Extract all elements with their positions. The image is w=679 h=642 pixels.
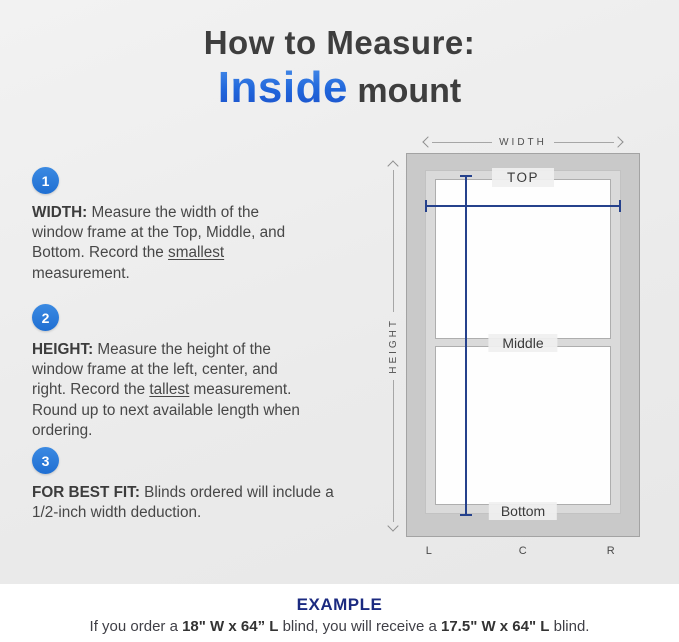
example-seg3: blind.	[549, 618, 590, 635]
step-3-best-fit	[32, 447, 354, 523]
arrowhead-down-icon	[387, 520, 398, 531]
example-footer	[0, 584, 679, 642]
height-arrow-label: HEIGHT	[387, 318, 399, 374]
width-arrow-line	[554, 142, 614, 143]
step-1-lead: WIDTH:	[32, 204, 88, 221]
step-2-lead: HEIGHT:	[32, 341, 94, 358]
bottom-position-label: Bottom	[489, 502, 557, 520]
height-arrow-line	[393, 170, 394, 312]
step-1-body: Measure the width of the window frame at the Top, Middle, and Bottom. Record the	[32, 204, 286, 262]
step-1-width	[32, 167, 304, 284]
center-mark: C	[518, 545, 528, 557]
step-2-underlined-word: tallest	[149, 381, 190, 399]
step-2-body: Measure the height of the window frame at the left, center, and right. Record the	[32, 341, 278, 399]
example-sentence	[0, 618, 679, 635]
width-arrow-label: WIDTH	[499, 136, 547, 148]
example-received-size: 17.5" W x 64" L	[441, 618, 550, 635]
upper-window-pane	[435, 179, 611, 339]
step-3-text	[32, 483, 354, 523]
height-measure-line	[465, 175, 467, 516]
lower-window-pane	[435, 346, 611, 506]
arrowhead-up-icon	[387, 160, 398, 171]
middle-position-label: Middle	[488, 334, 557, 352]
height-dimension-arrow	[386, 162, 400, 530]
right-mark: R	[606, 545, 616, 557]
step-1-text	[32, 203, 304, 284]
height-arrow-line	[393, 380, 394, 522]
example-seg1: If you order a	[89, 618, 183, 635]
arrowhead-right-icon	[612, 136, 623, 147]
page-title	[0, 24, 679, 113]
step-1-number: 1	[41, 172, 50, 189]
left-mark: L	[425, 545, 433, 557]
title-line-1: How to Measure:	[203, 24, 476, 61]
step-2-number-badge	[32, 304, 59, 331]
width-measure-line	[425, 205, 621, 207]
step-1-number-badge	[32, 167, 59, 194]
example-heading: EXAMPLE	[296, 595, 383, 614]
example-ordered-size: 18" W x 64” L	[182, 618, 279, 635]
step-3-lead: FOR BEST FIT:	[32, 484, 140, 501]
step-2-height	[32, 304, 304, 441]
title-accent-inside: Inside	[217, 63, 348, 112]
top-position-label: TOP	[492, 168, 554, 187]
title-rest-mount: mount	[347, 72, 462, 110]
step-1-body-end: measurement.	[32, 264, 130, 282]
arrowhead-left-icon	[422, 136, 433, 147]
example-seg2: blind, you will receive a	[278, 618, 441, 635]
step-1-underlined-word: smallest	[168, 244, 225, 262]
step-3-number-badge	[32, 447, 59, 474]
step-2-number: 2	[41, 309, 50, 326]
step-3-body: Blinds ordered will include a 1/2-inch width deduction.	[32, 484, 334, 522]
width-dimension-arrow	[424, 135, 622, 149]
step-2-text	[32, 340, 304, 441]
step-2-body-end: measurement. Round up to next available length when ordering.	[32, 381, 300, 439]
step-3-number: 3	[41, 452, 50, 469]
width-arrow-line	[432, 142, 492, 143]
title-line-2	[0, 63, 679, 113]
